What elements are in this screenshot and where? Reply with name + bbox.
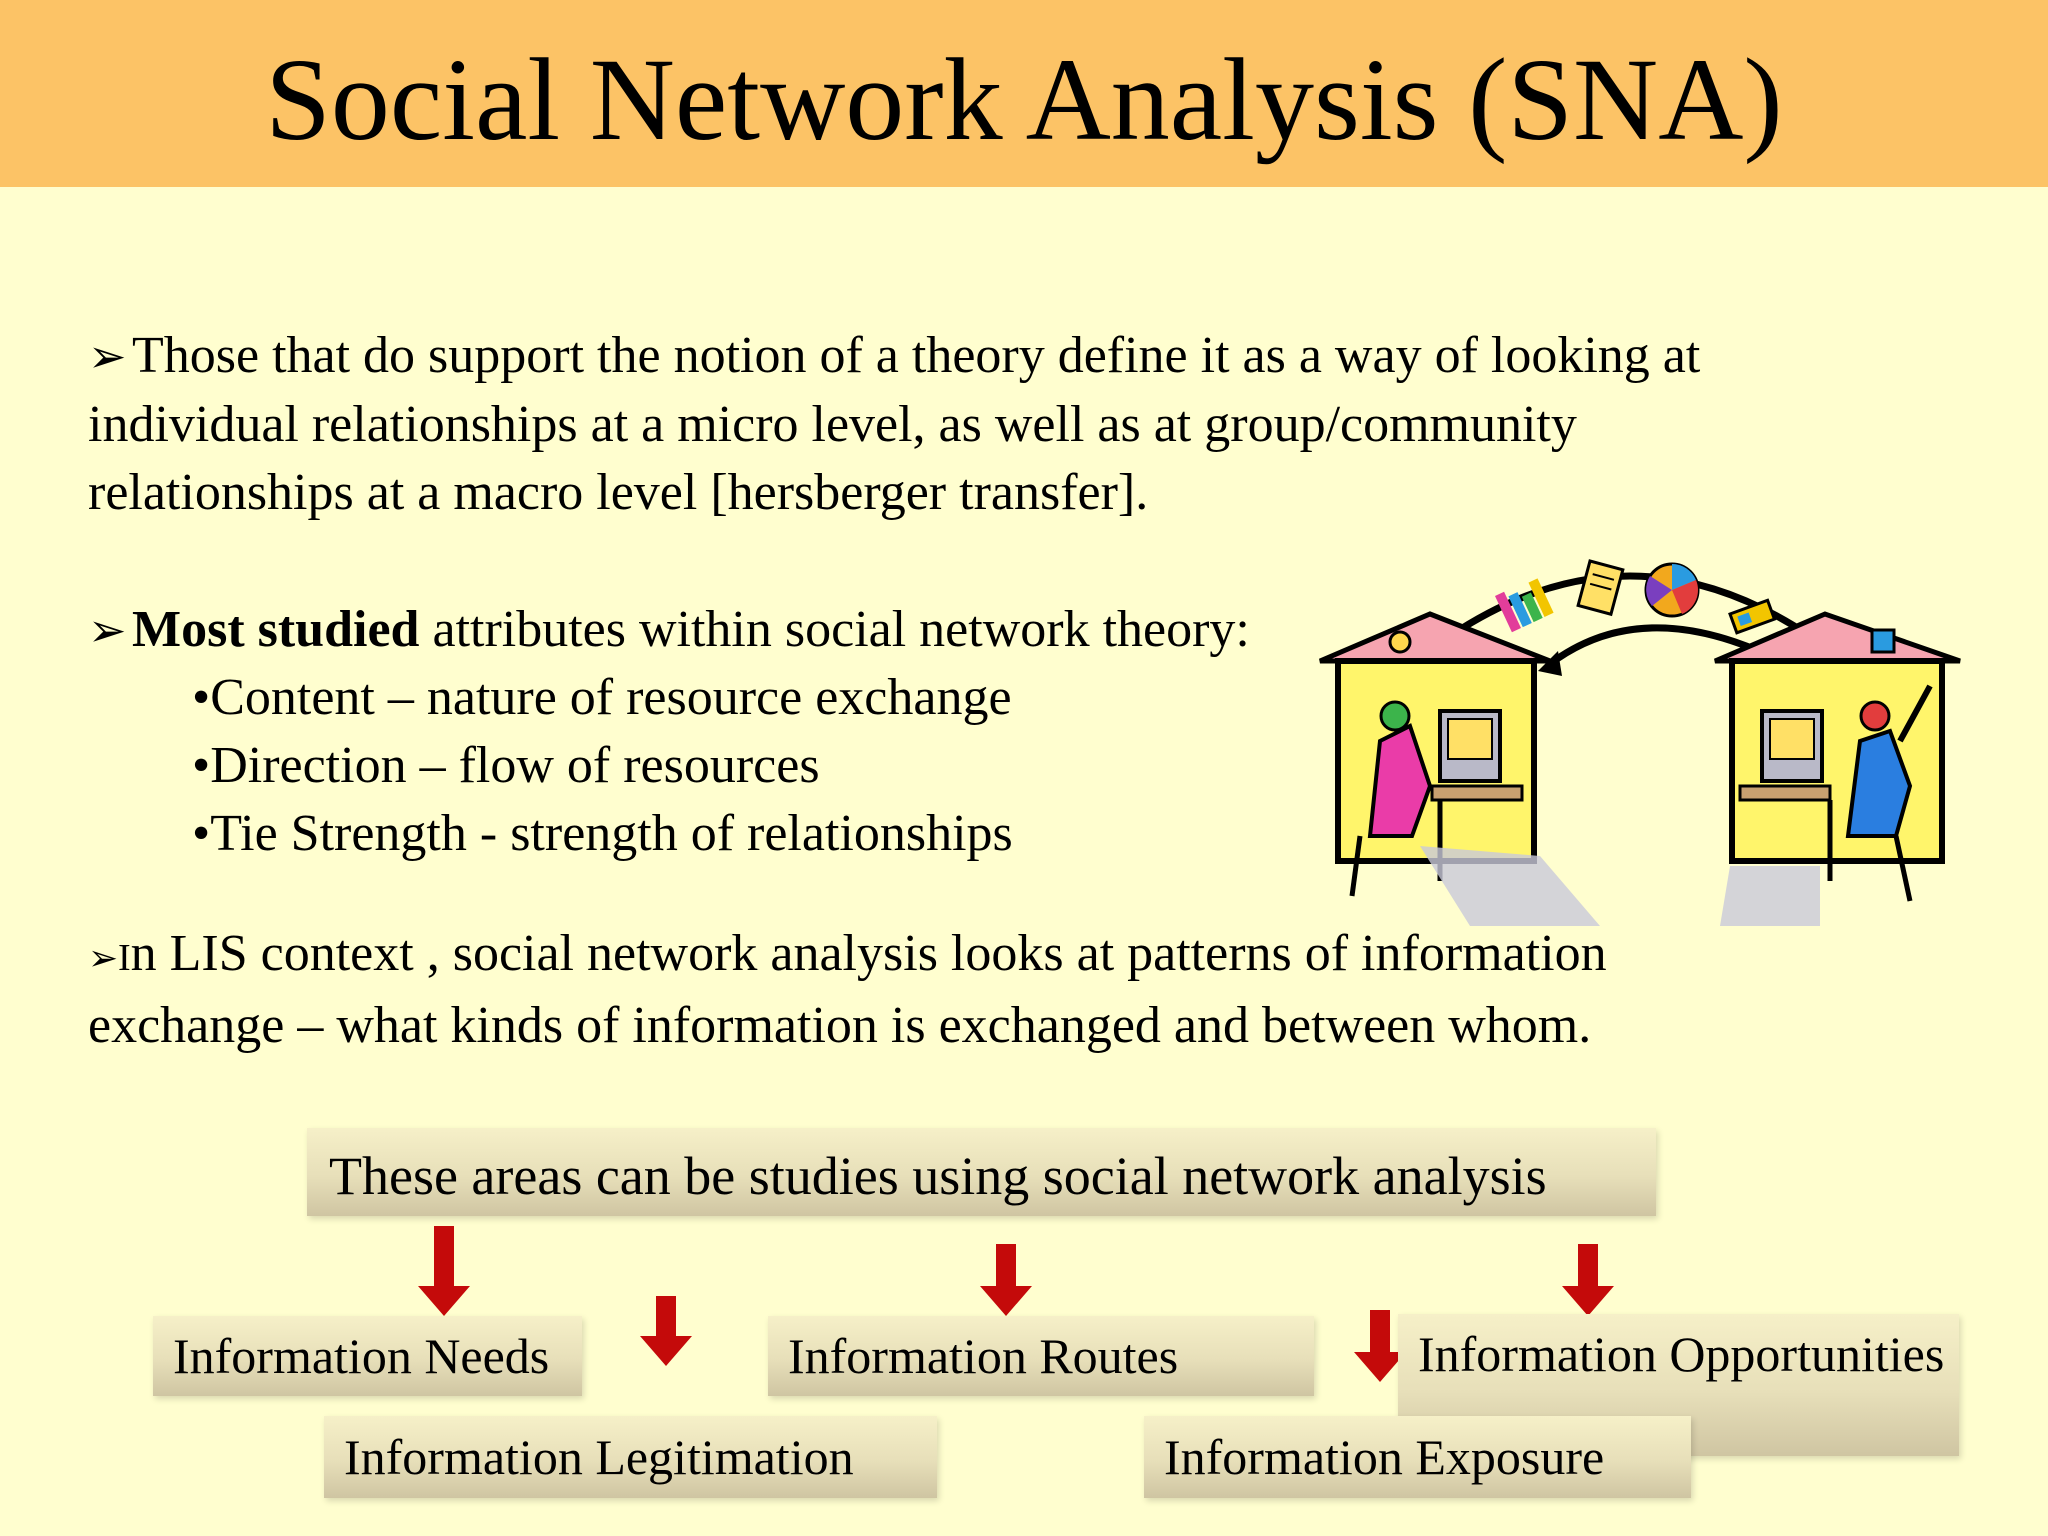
attribute-tie-strength: •Tie Strength - strength of relationships: [192, 805, 1013, 862]
box-information-needs: Information Needs: [153, 1316, 582, 1396]
box-information-routes: Information Routes: [768, 1316, 1314, 1396]
bullet-3-first-letter: I: [118, 937, 131, 979]
box-information-legitimation: Information Legitimation: [324, 1416, 937, 1498]
arrow-bullet-icon: ➢: [88, 938, 119, 978]
bullet-1-line-3: relationships at a macro level [hersberger transfer].: [88, 464, 1149, 521]
bullet-2-bold: Most studied: [132, 601, 420, 658]
bullet-2-rest: attributes within social network theory:: [419, 601, 1250, 658]
bullet-3-line-1: n LIS context , social network analysis looks at patterns of information: [130, 925, 1607, 982]
arrow-bullet-icon: ➢: [88, 331, 127, 382]
diagram-header-box: These areas can be studies using social network analysis: [307, 1128, 1656, 1216]
attribute-direction: •Direction – flow of resources: [192, 737, 820, 794]
bullet-3: [88, 920, 1607, 1060]
slide-title: Social Network Analysis (SNA): [265, 34, 1783, 165]
bullet-3-line-2: exchange – what kinds of information is exchanged and between whom.: [88, 997, 1592, 1054]
bullet-1-line-2: individual relationships at a micro level, as well as at group/community: [88, 396, 1577, 453]
bullet-1-line-1: Those that do support the notion of a theory define it as a way of looking at: [132, 327, 1701, 384]
box-information-opportunities: Information Opportunities: [1398, 1314, 1959, 1456]
attribute-content: •Content – nature of resource exchange: [192, 669, 1012, 726]
information-exchange-clipart: [1300, 536, 1980, 926]
bullet-1: [88, 322, 1700, 527]
arrow-bullet-icon: ➢: [88, 605, 127, 656]
box-information-exposure: Information Exposure: [1144, 1416, 1691, 1498]
bullet-2: [88, 596, 1250, 665]
